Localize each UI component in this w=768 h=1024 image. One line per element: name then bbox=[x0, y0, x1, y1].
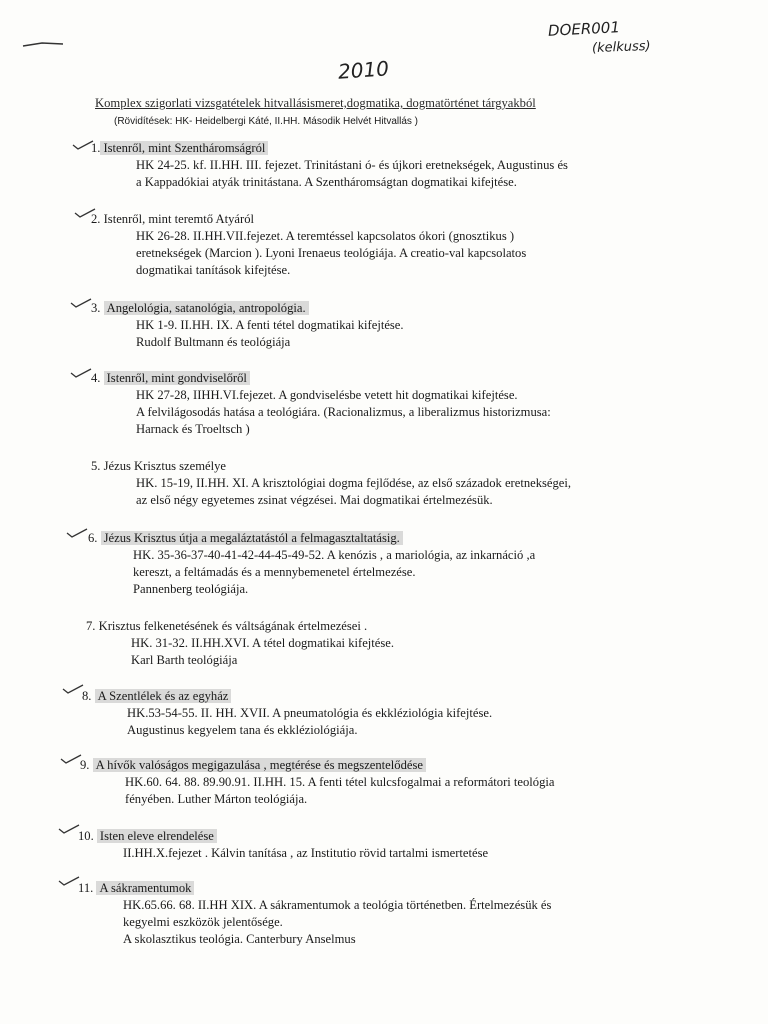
exam-item-7 bbox=[86, 618, 394, 669]
pen-mark bbox=[22, 40, 64, 48]
item-heading: A hívők valóságos megigazulása , megtérése és megszentelődése bbox=[93, 758, 426, 772]
item-heading: Istenről, mint teremtő Atyáról bbox=[103, 212, 255, 226]
item-line: HK 27-28, IIHH.VI.fejezet. A gondviselésbe vetett hit dogmatikai kifejtése. bbox=[136, 388, 518, 402]
exam-item-10 bbox=[78, 828, 488, 862]
item-heading: Jézus Krisztus útja a megaláztatástól a felmagasztaltatásig. bbox=[101, 531, 403, 545]
item-line: kegyelmi eszközök jelentősége. bbox=[123, 915, 283, 929]
item-heading: Angelológia, satanológia, antropológia. bbox=[104, 301, 309, 315]
item-line: az első négy egyetemes zsinat végzései. Mai dogmatikai értelmezésük. bbox=[136, 493, 493, 507]
item-heading: A sákramentumok bbox=[96, 881, 194, 895]
item-line: Pannenberg teológiája. bbox=[133, 582, 249, 596]
item-line: Augustinus kegyelem tana és ekkléziológiája. bbox=[127, 723, 358, 737]
item-number: 6. bbox=[88, 531, 98, 545]
item-number: 11. bbox=[78, 881, 94, 895]
item-line: HK 26-28. II.HH.VII.fejezet. A teremtéssel kapcsolatos ókori (gnosztikus ) bbox=[136, 229, 515, 243]
check-mark-icon bbox=[62, 684, 84, 694]
exam-item-5 bbox=[91, 458, 571, 509]
item-line: HK. 35-36-37-40-41-42-44-45-49-52. A kenózis , a mariológia, az inkarnáció ,a bbox=[133, 548, 536, 562]
check-mark-icon bbox=[66, 528, 88, 538]
item-number: 2. bbox=[91, 212, 101, 226]
check-mark-icon bbox=[70, 298, 92, 308]
exam-item-9 bbox=[80, 757, 555, 808]
item-heading: Jézus Krisztus személye bbox=[103, 459, 227, 473]
item-number: 9. bbox=[80, 758, 90, 772]
item-line: HK. 15-19, II.HH. XI. A krisztológiai dogma fejlődése, az első századok eretnekségei, bbox=[136, 476, 572, 490]
item-number: 5. bbox=[91, 459, 101, 473]
check-mark-icon bbox=[60, 754, 82, 764]
item-line: II.HH.X.fejezet . Kálvin tanítása , az Institutio rövid tartalmi ismertetése bbox=[123, 846, 489, 860]
item-heading: A Szentlélek és az egyház bbox=[95, 689, 232, 703]
check-mark-icon bbox=[58, 876, 80, 886]
item-line: HK 24-25. kf. II.HH. III. fejezet. Trinitástani ó- és újkori eretnekségek, Augustinus és bbox=[136, 158, 568, 172]
item-line: HK.65.66. 68. II.HH XIX. A sákramentumok a teológia történetben. Értelmezésük és bbox=[123, 898, 552, 912]
item-number: 3. bbox=[91, 301, 101, 315]
abbreviations-note: (Rövidítések: HK- Heidelbergi Káté, II.HH. Második Helvét Hitvallás ) bbox=[114, 116, 418, 127]
item-line: HK. 31-32. II.HH.XVI. A tétel dogmatikai kifejtése. bbox=[131, 636, 395, 650]
item-number: 7. bbox=[86, 619, 96, 633]
item-number: 10. bbox=[78, 829, 94, 843]
item-line: HK 1-9. II.HH. IX. A fenti tétel dogmatikai kifejtése. bbox=[136, 318, 404, 332]
item-heading: Krisztus felkenetésének és váltságának értelmezései . bbox=[98, 619, 368, 633]
item-line: HK.60. 64. 88. 89.90.91. II.HH. 15. A fenti tétel kulcsfogalmai a reformátori teológia bbox=[125, 775, 555, 789]
exam-item-2 bbox=[91, 211, 526, 279]
check-mark-icon bbox=[72, 140, 94, 150]
exam-item-6 bbox=[88, 530, 535, 598]
item-line: Karl Barth teológiája bbox=[131, 653, 238, 667]
item-line: A felvilágosodás hatása a teológiára. (Racionalizmus, a liberalizmus historizmusa: bbox=[136, 405, 551, 419]
item-line: a Kappadókiai atyák trinitástana. A Szentháromságtan dogmatikai kifejtése. bbox=[136, 175, 517, 189]
check-mark-icon bbox=[58, 824, 80, 834]
handwritten-document-code: DOER001 bbox=[547, 18, 621, 40]
item-line: kereszt, a feltámadás és a mennybemenetel értelmezése. bbox=[133, 565, 416, 579]
document-title: Komplex szigorlati vizsgatételek hitvallásismeret,dogmatika, dogmatörténet tárgyakból bbox=[95, 96, 536, 110]
item-line: A skolasztikus teológia. Canterbury Anselmus bbox=[123, 932, 356, 946]
item-line: Harnack és Troeltsch ) bbox=[136, 422, 250, 436]
exam-item-1 bbox=[91, 140, 568, 191]
check-mark-icon bbox=[70, 368, 92, 378]
exam-item-11 bbox=[78, 880, 551, 948]
check-mark-icon bbox=[74, 208, 96, 218]
exam-item-4 bbox=[91, 370, 551, 438]
item-line: HK.53-54-55. II. HH. XVII. A pneumatológia és ekkléziológia kifejtése. bbox=[127, 706, 493, 720]
item-heading: Isten eleve elrendelése bbox=[97, 829, 217, 843]
exam-item-3 bbox=[91, 300, 404, 351]
item-line: fényében. Luther Márton teológiája. bbox=[125, 792, 308, 806]
item-number: 4. bbox=[91, 371, 101, 385]
item-line: dogmatikai tanítások kifejtése. bbox=[136, 263, 291, 277]
item-line: eretnekségek (Marcion ). Lyoni Irenaeus teológiája. A creatio-val kapcsolatos bbox=[136, 246, 527, 260]
item-heading: Istenről, mint gondviselőről bbox=[104, 371, 250, 385]
item-line: Rudolf Bultmann és teológiája bbox=[136, 335, 291, 349]
handwritten-code-note: (kelkuss) bbox=[591, 38, 651, 57]
exam-item-8 bbox=[82, 688, 492, 739]
item-heading: Istenről, mint Szentháromságról bbox=[100, 141, 268, 155]
item-number: 8. bbox=[82, 689, 92, 703]
handwritten-year: 2010 bbox=[337, 56, 390, 84]
item-number: 1. bbox=[91, 141, 101, 155]
